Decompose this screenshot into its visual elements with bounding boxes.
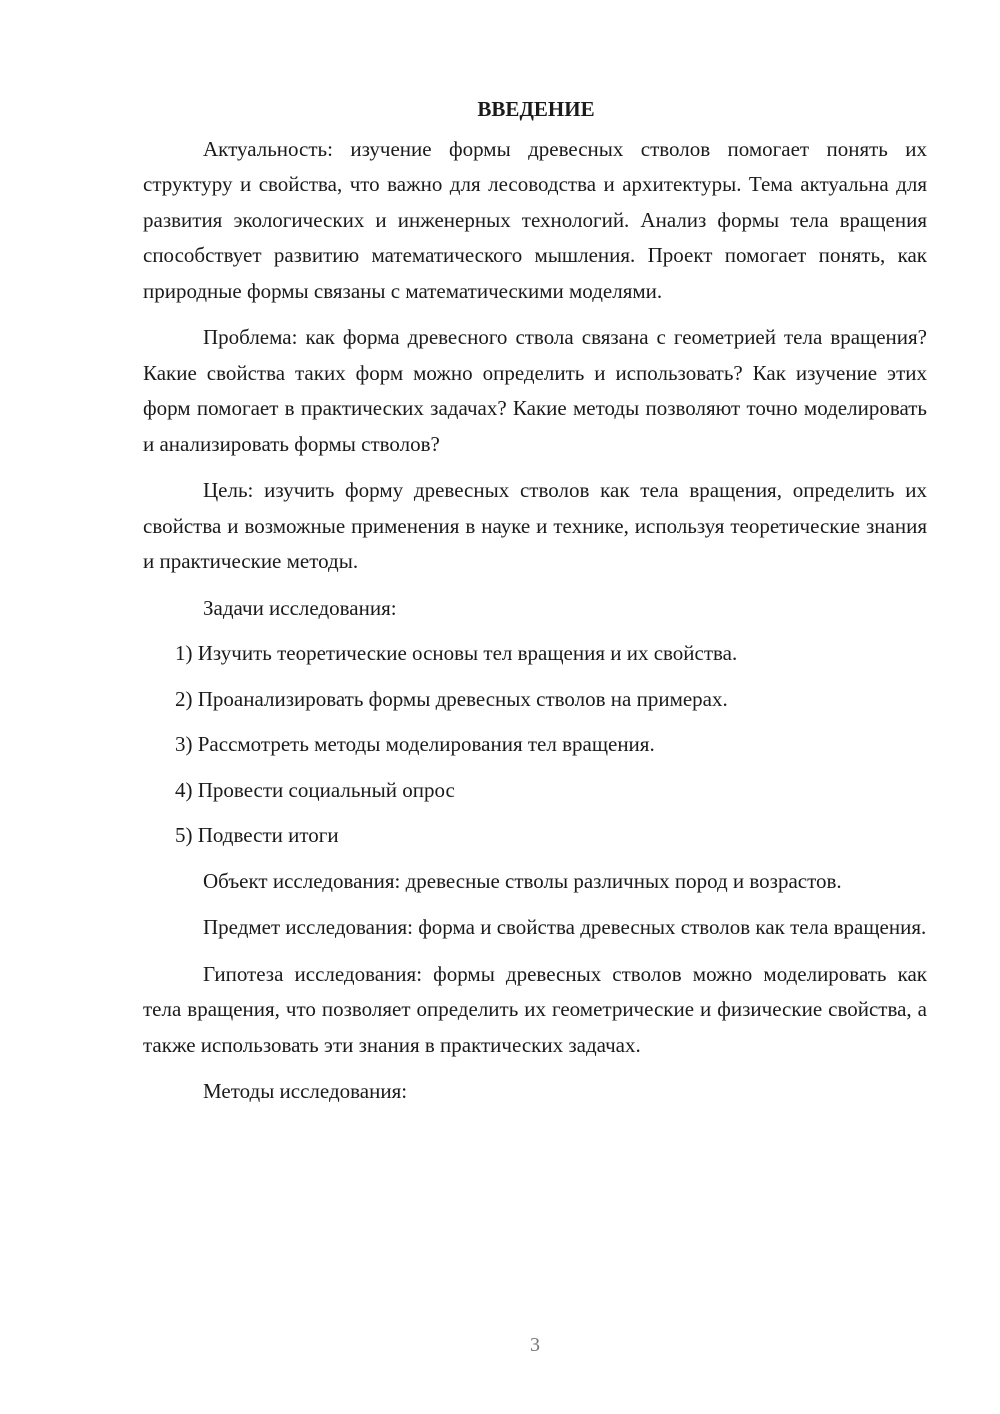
list-item: 4) Провести социальный опрос [175, 777, 455, 802]
paragraph-relevance: Актуальность: изучение формы древесных стволов помогает понять их структуру и свойства, что важно для лесоводства и архитектуры. Тема актуальна для развития экологических и инженерных технологий. Анализ формы тела вращения способствует развитию математического мышления. Проект помогает понять, как природные формы связаны с математическими моделями. [143, 136, 927, 303]
page-number: 3 [530, 1334, 540, 1356]
list-item: 2) Проанализировать формы древесных стволов на примерах. [175, 686, 728, 711]
paragraph-hypothesis: Гипотеза исследования: формы древесных стволов можно моделировать как тела вращения, что позволяет определить их геометрические и физические свойства, а также использовать эти знания в практических задачах. [143, 961, 927, 1057]
list-item: 3) Рассмотреть методы моделирования тел вращения. [175, 732, 655, 756]
document-page [143, 92, 927, 1120]
paragraph-goal: Цель: изучить форму древесных стволов как тела вращения, определить их свойства и возможные применения в науке и технике, используя теоретические знания и практические методы. [143, 478, 927, 573]
paragraph-problem: Проблема: как форма древесного ствола связана с геометрией тела вращения? Какие свойства таких форм можно определить и использовать? Как изучение этих форм помогает в практических задачах? Какие методы позволяют точно моделировать и анализировать формы стволов? [143, 325, 927, 456]
tasks-list [143, 636, 927, 854]
methods-heading: Методы исследования: [203, 1079, 408, 1103]
page-title: ВВЕДЕНИЕ [477, 97, 595, 121]
paragraph-object: Объект исследования: древесные стволы различных пород и возрастов. [203, 868, 842, 893]
list-item: 1) Изучить теоретические основы тел вращения и их свойства. [175, 641, 738, 665]
paragraph-subject: Предмет исследования: форма и свойства древесных стволов как тела вращения. [203, 915, 927, 939]
list-item: 5) Подвести итоги [175, 823, 339, 847]
tasks-heading: Задачи исследования: [203, 595, 397, 620]
